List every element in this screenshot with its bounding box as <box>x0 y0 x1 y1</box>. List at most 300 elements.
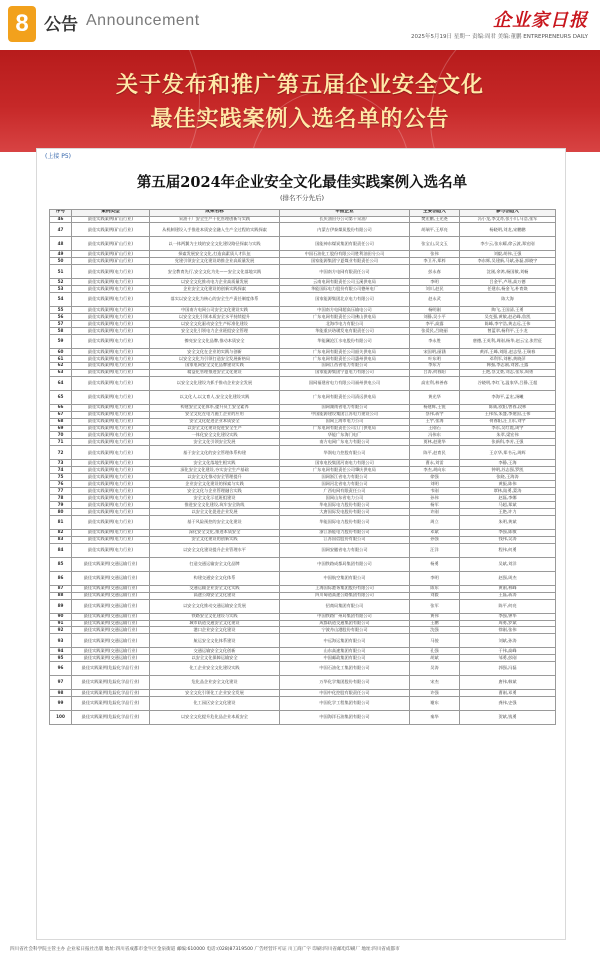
case-type: 最佳实践案例(危险化学品行业) <box>72 676 150 690</box>
case-title: 从机制建设入手推进本质安全融入生产全过程的实践探索 <box>150 223 280 237</box>
applicant-org: 国家能源集团北京电力有限公司 <box>280 293 410 307</box>
table-row <box>50 390 556 404</box>
column-header: 参与创造人 <box>460 210 556 217</box>
participants: 邹勇,彭刚 <box>460 655 556 662</box>
participants: 陈大海 <box>460 293 556 307</box>
table-row <box>50 585 556 592</box>
table-row <box>50 495 556 502</box>
participants: 李静,王海 <box>460 460 556 467</box>
participants: 朱翠,梁宏伟 <box>460 432 556 439</box>
main-creator: 胡瑞平,王厚亮 <box>410 223 460 237</box>
applicant-org: 上海国际港务集团股份有限公司 <box>280 585 410 592</box>
row-number: 98 <box>50 690 72 697</box>
banner-decor-ring <box>430 50 600 152</box>
row-number: 97 <box>50 676 72 690</box>
case-title: 落实以安全文化为核心的安全生产责任制度体系 <box>150 293 280 307</box>
applicant-org: 华能国际电力股份有限公司德州电厂 <box>280 286 410 293</box>
table-row <box>50 488 556 495</box>
table-row <box>50 425 556 432</box>
case-type: 最佳实践案例(电力行业) <box>72 460 150 467</box>
participants: 杨晓明,刘龙,宋鹏鹏 <box>460 223 556 237</box>
participants: 钟明,苏志强,罗凯 <box>460 467 556 474</box>
applicant-org: 国网上海市电力公司 <box>280 418 410 425</box>
participants: 王艳,许力 <box>460 508 556 515</box>
row-number: 51 <box>50 265 72 279</box>
case-title: 一体化安全文化建设实践 <box>150 432 280 439</box>
case-type: 最佳实践案例(交通运输行业) <box>72 634 150 648</box>
main-creator: 李东方 <box>410 362 460 369</box>
main-creator: 彭永春 <box>410 265 460 279</box>
participants: 于伟,高峰 <box>460 648 556 655</box>
main-creator: 曹永,刘雷 <box>410 460 460 467</box>
table-row <box>50 529 556 536</box>
column-header: 序号 <box>50 210 72 217</box>
case-title: 党建引领安全文化建设助推企业高质量发展 <box>150 258 280 265</box>
main-creator: 谢东 <box>410 697 460 711</box>
participants: 陈峰,李宇浩,黄志远,王伟 <box>460 321 556 328</box>
case-type: 最佳实践案例(矿山行业) <box>72 216 150 223</box>
case-title: 交通运输企业安全文化实践 <box>150 585 280 592</box>
main-creator: 许刚 <box>410 508 460 515</box>
case-title: 以安全文化驱动安全生产标准化建设 <box>150 321 280 328</box>
participants: 覃林,陆勇,蒙涛 <box>460 488 556 495</box>
participants: 赵磊,李娜 <box>460 495 556 502</box>
applicant-org: 华能国际电力股份有限公司 <box>280 515 410 529</box>
case-title: 探索发展安全文化,打造高素质人才队伍 <box>150 251 280 258</box>
applicant-org: 广东电网有限责任公司佛山供电局 <box>280 314 410 321</box>
table-row <box>50 543 556 557</box>
main-creator: 王宇,张海 <box>410 418 460 425</box>
participants: 李东辉,吴建新,马斌,孙磊,郭晓宇 <box>460 258 556 265</box>
row-number: 82 <box>50 529 72 536</box>
participants: 李少云,张东耀,徐云波,郑宏刚 <box>460 237 556 251</box>
applicant-org: 长庆油田分公司第十采油厂 <box>280 216 410 223</box>
case-title: 以安全文化推动电力企业高质量发展 <box>150 279 280 286</box>
case-title: 以安全文化保障运输安全 <box>150 655 280 662</box>
applicant-org: 广东电网有限责任公司江门供电局 <box>280 425 410 432</box>
main-creator: 孙伟 <box>410 495 460 502</box>
table-body <box>50 216 556 725</box>
case-title: 航运安全文化体系建设 <box>150 634 280 648</box>
row-number: 61 <box>50 355 72 362</box>
case-title: 以安全文化推动交通运输安全发展 <box>150 599 280 613</box>
table-row <box>50 404 556 411</box>
table-row <box>50 474 556 481</box>
case-type: 最佳实践案例(电力行业) <box>72 328 150 335</box>
case-title: 深化安全文化建设,夯实安全生产基础 <box>150 467 280 474</box>
participants: 张晓,王海涛 <box>460 474 556 481</box>
case-title: 城市轨道交通安全文化建设 <box>150 620 280 627</box>
case-type: 最佳实践案例(电力行业) <box>72 411 150 418</box>
row-number: 77 <box>50 488 72 495</box>
applicant-org: 华能广东海门电厂 <box>280 432 410 439</box>
main-creator: 吴涛 <box>410 662 460 676</box>
case-type: 最佳实践案例(电力行业) <box>72 362 150 369</box>
applicant-org: 华能澜沧江水电股份有限公司 <box>280 334 410 348</box>
applicant-org: 国网福建省电力有限公司福州供电公司 <box>280 376 410 390</box>
applicant-org: 浙江浙能电力股份有限公司 <box>280 529 410 536</box>
case-title: 以文化人,以文育人,安全文化建设实践 <box>150 390 280 404</box>
applicant-org: 华润电力控股有限公司 <box>280 446 410 460</box>
applicant-org: 华电国际电力股份有限公司 <box>280 501 410 508</box>
case-type: 最佳实践案例(电力行业) <box>72 279 150 286</box>
main-creator: 孔强 <box>410 648 460 655</box>
case-type: 最佳实践案例(交通运输行业) <box>72 648 150 655</box>
applicant-org: 国能神东煤炭集团有限责任公司 <box>280 237 410 251</box>
row-number: 66 <box>50 404 72 411</box>
applicant-org: 华能重庆珞璜发电有限责任公司 <box>280 328 410 335</box>
row-number: 49 <box>50 251 72 258</box>
participants: 马超,郑斌 <box>460 501 556 508</box>
footer-imprint: 四川省社会科学院主管主办 企业家日报社出版 地址:四川省成都市金牛区金泉街道 邮编:610000 电话:(028)87319500 广告经营许可证 川工商广字 印刷:四川省邮电印刷厂 地址:四川省成都市 <box>10 947 400 952</box>
main-creator: 蔡伟,蒋宇 <box>410 411 460 418</box>
row-number: 75 <box>50 474 72 481</box>
table-row <box>50 376 556 390</box>
row-number: 95 <box>50 655 72 662</box>
applicant-org: 中国航空集团有限公司 <box>280 571 410 585</box>
case-type: 最佳实践案例(矿山行业) <box>72 251 150 258</box>
case-title: 以安全文化建设为抓手推动企业安全发展 <box>150 376 280 390</box>
case-title: 基于安全文化的安全管理体系构建 <box>150 446 280 460</box>
main-creator: 樊宏鹏,王光尧 <box>410 216 460 223</box>
row-number: 89 <box>50 599 72 613</box>
main-creator: 刘毅 <box>410 592 460 599</box>
case-type: 最佳实践案例(交通运输行业) <box>72 620 150 627</box>
case-title: 以安全文化建设提升企业管理水平 <box>150 543 280 557</box>
table-row <box>50 439 556 446</box>
case-title: 推进安全文化建设,筑牢安全防线 <box>150 501 280 508</box>
row-number: 72 <box>50 446 72 460</box>
participants: 龚伟,史强 <box>460 697 556 711</box>
applicant-org: 国家能源集团宁夏电力有限公司 <box>280 369 410 376</box>
applicant-org: 万华化学集团股份有限公司 <box>280 676 410 690</box>
row-number: 88 <box>50 592 72 599</box>
table-row <box>50 223 556 237</box>
applicant-org: 内蒙古伊泰煤炭股份有限公司 <box>280 223 410 237</box>
table-row <box>50 418 556 425</box>
table-row <box>50 432 556 439</box>
applicant-org: 中远海运集团有限公司 <box>280 634 410 648</box>
row-number: 79 <box>50 501 72 508</box>
participants: 程伟,何勇 <box>460 543 556 557</box>
participants: 何春阳,汪卫东,刘宇 <box>460 418 556 425</box>
row-number: 73 <box>50 460 72 467</box>
participants: 王京华,郑书元,周辉 <box>460 446 556 460</box>
table-row <box>50 362 556 369</box>
main-creator: 孙强 <box>410 536 460 543</box>
applicant-org: 国网湖南省电力有限公司 <box>280 404 410 411</box>
participants: 贺斌,钱勇 <box>460 711 556 725</box>
applicant-org: 中国南方电网超高压输电公司 <box>280 307 410 314</box>
case-title: 安全文化示范班组建设 <box>150 495 280 502</box>
main-creator: 李明 <box>410 571 460 585</box>
case-type: 最佳实践案例(电力行业) <box>72 474 150 481</box>
case-type: 最佳实践案例(电力行业) <box>72 515 150 529</box>
case-title: 安全文化建设的创新实践 <box>150 536 280 543</box>
table-row <box>50 557 556 571</box>
row-number: 74 <box>50 467 72 474</box>
row-number: 53 <box>50 286 72 293</box>
case-title: 安全文化引领安全发展 <box>150 439 280 446</box>
applicant-org: 广西电网有限责任公司 <box>280 488 410 495</box>
applicant-org: 中国南方电网有限责任公司 <box>280 265 410 279</box>
table-row <box>50 467 556 474</box>
case-title: 高速公路安全文化建设 <box>150 592 280 599</box>
main-creator: 王刚石 <box>410 425 460 432</box>
applicant-org: 广东电网有限责任公司肇庆供电局 <box>280 467 410 474</box>
row-number: 63 <box>50 369 72 376</box>
table-row <box>50 334 556 348</box>
participants: 吕金平,卢瑶,高万德 <box>460 279 556 286</box>
participants: 吴克强,黄敏,赵必峰,詹凯 <box>460 314 556 321</box>
table-row <box>50 237 556 251</box>
case-title: 以安全文化为引领打造安全发展新格局 <box>150 355 280 362</box>
participants: 郭强,冯磊 <box>460 662 556 676</box>
row-number: 67 <box>50 411 72 418</box>
participants: 唐德,王英利,周刚,杨华,赵云宝,张世征 <box>460 334 556 348</box>
participants: 韩强,李志刚,刘茜,王露 <box>460 362 556 369</box>
case-type: 最佳实践案例(电力行业) <box>72 418 150 425</box>
case-title: 安全文化与企业管理融合实践 <box>150 488 280 495</box>
case-type: 最佳实践案例(电力行业) <box>72 293 150 307</box>
table-row <box>50 328 556 335</box>
main-creator: 马骏 <box>410 634 460 648</box>
continued-from-note: (上接 P5) <box>45 153 72 160</box>
main-creator: 张宝山,吴文玉 <box>410 237 460 251</box>
main-creator: 刘川,赵民 <box>410 286 460 293</box>
row-number: 70 <box>50 432 72 439</box>
applicant-org: 国家能源集团宁夏煤业有限责任公司 <box>280 258 410 265</box>
main-creator: 张爱民,吕晓丽 <box>410 328 460 335</box>
headline-line-2: 最佳实践案例入选名单的公告 <box>150 106 450 132</box>
case-type: 最佳实践案例(电力行业) <box>72 404 150 411</box>
main-creator: 李杰,胡向东 <box>410 467 460 474</box>
case-title: 危化品企业安全文化建设 <box>150 676 280 690</box>
applicant-org: 四川蜀道高速公路集团有限公司 <box>280 592 410 599</box>
main-creator: 高宏利,林善春 <box>410 376 460 390</box>
participants: 任建东,杨金飞,朴育焕 <box>460 286 556 293</box>
applicant-org: 江苏国信股份有限公司 <box>280 536 410 543</box>
main-creator: 贾林,赵建华 <box>410 439 460 446</box>
case-type: 最佳实践案例(矿山行业) <box>72 223 150 237</box>
section-title-en: Announcement <box>86 12 200 29</box>
main-creator: 李平,高露 <box>410 321 460 328</box>
case-type: 最佳实践案例(电力行业) <box>72 321 150 328</box>
main-creator: 周立 <box>410 515 460 529</box>
case-type: 最佳实践案例(电力行业) <box>72 334 150 348</box>
row-number: 71 <box>50 439 72 446</box>
main-creator: 许强 <box>410 690 460 697</box>
participants: 谷晓明,李红飞,温家华,吕静,王超 <box>460 376 556 390</box>
row-number: 52 <box>50 279 72 286</box>
row-number: 76 <box>50 481 72 488</box>
case-type: 最佳实践案例(交通运输行业) <box>72 592 150 599</box>
table-row <box>50 536 556 543</box>
row-number: 93 <box>50 634 72 648</box>
case-title: 交通运输安全文化创新 <box>150 648 280 655</box>
applicant-org: 中国铁路广州局集团有限公司 <box>280 613 410 620</box>
case-type: 最佳实践案例(矿山行业) <box>72 237 150 251</box>
row-number: 65 <box>50 390 72 404</box>
case-type: 最佳实践案例(电力行业) <box>72 536 150 543</box>
row-number: 55 <box>50 307 72 314</box>
main-creator: 徐强 <box>410 474 460 481</box>
case-type: 最佳实践案例(电力行业) <box>72 348 150 355</box>
main-creator: 邓斌 <box>410 529 460 536</box>
case-title: 以安全文化促进企业发展 <box>150 508 280 515</box>
issue-info: 2025年5月19日 星期一 责编:周君 美编:董鹏 ENTREPRENEURS DAILY <box>411 34 588 40</box>
table-row <box>50 662 556 676</box>
case-title: 以一体两翼为主线的安全文化建设路径探索与实践 <box>150 237 280 251</box>
case-type: 最佳实践案例(电力行业) <box>72 508 150 515</box>
table-row <box>50 348 556 355</box>
table-row <box>50 655 556 662</box>
masthead <box>0 0 600 48</box>
main-creator: 韦刚 <box>410 488 460 495</box>
main-creator: 冯伟东 <box>410 432 460 439</box>
case-title: 企业安全文化建设的创新实践探索 <box>150 286 280 293</box>
table-row <box>50 258 556 265</box>
case-type: 最佳实践案例(危险化学品行业) <box>72 697 150 711</box>
table-row <box>50 293 556 307</box>
participants: 徐刚,张伟 <box>460 627 556 634</box>
participants: 黄振,陈伟 <box>460 481 556 488</box>
case-type: 最佳实践案例(交通运输行业) <box>72 557 150 571</box>
case-type: 最佳实践案例(电力行业) <box>72 355 150 362</box>
table-row <box>50 446 556 460</box>
applicant-org: 国网山东省电力公司 <box>280 495 410 502</box>
participants: 朱明,黄斌 <box>460 515 556 529</box>
participants: 曾蓝翠,杨利平,王小龙 <box>460 328 556 335</box>
main-creator: 宋杰 <box>410 676 460 690</box>
participants: 邓利军,刘彬,黄晓萍 <box>460 355 556 362</box>
main-creator: 刘静,吴小平 <box>410 314 460 321</box>
table-row <box>50 571 556 585</box>
row-number: 62 <box>50 362 72 369</box>
case-type: 最佳实践案例(电力行业) <box>72 390 150 404</box>
case-title: 化工园区安全文化建设 <box>150 697 280 711</box>
main-creator: 李卫开,郑梓 <box>410 258 460 265</box>
participants: 陈威,欧阳,曾春,段林 <box>460 404 556 411</box>
participants: 钱伟,吴涛 <box>460 536 556 543</box>
case-title: 化工企业安全文化建设实践 <box>150 662 280 676</box>
applicant-org: 南方电网广东电力有限公司 <box>280 439 410 446</box>
table-row <box>50 321 556 328</box>
case-type: 最佳实践案例(电力行业) <box>72 369 150 376</box>
participants: 赵强,周杰 <box>460 571 556 585</box>
table-row <box>50 648 556 655</box>
case-type: 最佳实践案例(危险化学品行业) <box>72 711 150 725</box>
table-row <box>50 627 556 634</box>
section-title: 公告 <box>44 15 78 35</box>
case-title: 构建安全文化体系,提升员工安全素养 <box>150 404 280 411</box>
row-number: 50 <box>50 258 72 265</box>
applicant-org: 成都轨道交通集团有限公司 <box>280 620 410 627</box>
participants: 陈平,何亮 <box>460 599 556 613</box>
headline-banner <box>0 50 600 152</box>
case-type: 最佳实践案例(电力行业) <box>72 467 150 474</box>
row-number: 68 <box>50 418 72 425</box>
row-number: 80 <box>50 508 72 515</box>
participants: 李强,钟华 <box>460 613 556 620</box>
table-row <box>50 690 556 697</box>
applicant-org: 中国邮政集团有限公司 <box>280 655 410 662</box>
case-title: 以安全文化建设促进安全生产 <box>150 425 280 432</box>
main-creator: 黄光华 <box>410 390 460 404</box>
main-creator: 吕涛,何春阳 <box>410 369 460 376</box>
participants: 王磊,蒋涛 <box>460 592 556 599</box>
row-number: 69 <box>50 425 72 432</box>
participants: 冯小龙,李文奇,张小川,马浩,张军 <box>460 216 556 223</box>
row-number: 78 <box>50 495 72 502</box>
applicant-org: 国网浙江省电力有限公司 <box>280 474 410 481</box>
participants: 沈刚,余鸿,杨国敏,刘畅 <box>460 265 556 279</box>
row-number: 46 <box>50 216 72 223</box>
case-type: 最佳实践案例(电力行业) <box>72 495 150 502</box>
applicant-org: 宁波舟山港股份有限公司 <box>280 627 410 634</box>
banner-decor-ring <box>0 50 200 152</box>
participants: 刘斌,孙涛 <box>460 634 556 648</box>
announcement-sheet <box>36 148 566 940</box>
case-title: 擦亮安全文化品牌,推动本质安全 <box>150 334 280 348</box>
applicant-org: 中国能源建设集团江苏电力建设公司 <box>280 411 410 418</box>
table-row <box>50 314 556 321</box>
main-creator: 王鹏 <box>410 620 460 627</box>
case-title: 深化安全文化,推进本质安全 <box>150 529 280 536</box>
applicant-org: 国家电投集团河南电力有限公司 <box>280 460 410 467</box>
main-creator: 黄伟 <box>410 613 460 620</box>
main-creator: 宋国明,丽涵 <box>410 348 460 355</box>
table-row <box>50 307 556 314</box>
case-title: 安全文化落地生根实践 <box>150 460 280 467</box>
case-title: 国家电网安全文化品牌建设实践 <box>150 362 280 369</box>
case-type: 最佳实践案例(电力行业) <box>72 432 150 439</box>
participants: 吴斌,刘洋 <box>460 557 556 571</box>
column-header: 成果名称 <box>150 210 280 217</box>
case-type: 最佳实践案例(电力行业) <box>72 439 150 446</box>
main-creator: 胡斌 <box>410 655 460 662</box>
case-title: 安全文化促进企业本质安全 <box>150 418 280 425</box>
case-title: 安全教育先行,安全文化为先——安全文化落地实践 <box>150 265 280 279</box>
case-title: 构建交通安全文化体系 <box>150 571 280 585</box>
row-number: 96 <box>50 662 72 676</box>
case-type: 最佳实践案例(电力行业) <box>72 543 150 557</box>
participants: 黄刚,林峰 <box>460 585 556 592</box>
applicant-org: 广东电网有限责任公司惠州供电局 <box>280 355 410 362</box>
applicant-org: 广东电网有限责任公司韶关供电局 <box>280 348 410 355</box>
headline-line-1: 关于发布和推广第五届企业安全文化 <box>115 72 484 98</box>
row-number: 91 <box>50 620 72 627</box>
case-type: 最佳实践案例(电力行业) <box>72 501 150 508</box>
case-title: 以安全文化提升危化品企业本质安全 <box>150 711 280 725</box>
table-row <box>50 634 556 648</box>
main-creator: 秦华 <box>410 711 460 725</box>
main-creator: 张军 <box>410 599 460 613</box>
main-creator: 赵永武 <box>410 293 460 307</box>
participants: 王艳,蔡文豪,刘志,张东,周勇 <box>460 369 556 376</box>
column-header: 申报企业 <box>280 210 410 217</box>
row-number: 58 <box>50 328 72 335</box>
list-note: (排名不分先后) <box>279 194 325 202</box>
case-type: 最佳实践案例(交通运输行业) <box>72 655 150 662</box>
applicant-org: 招商局集团有限公司 <box>280 599 410 613</box>
row-number: 90 <box>50 613 72 620</box>
row-number: 48 <box>50 237 72 251</box>
applicant-org: 广东电网有限责任公司清远供电局 <box>280 390 410 404</box>
row-number: 81 <box>50 515 72 529</box>
case-title: 采油十厂安全生产十化管理创新与实践 <box>150 216 280 223</box>
case-title: 安全文化引领电力企业班组安全管理 <box>150 328 280 335</box>
